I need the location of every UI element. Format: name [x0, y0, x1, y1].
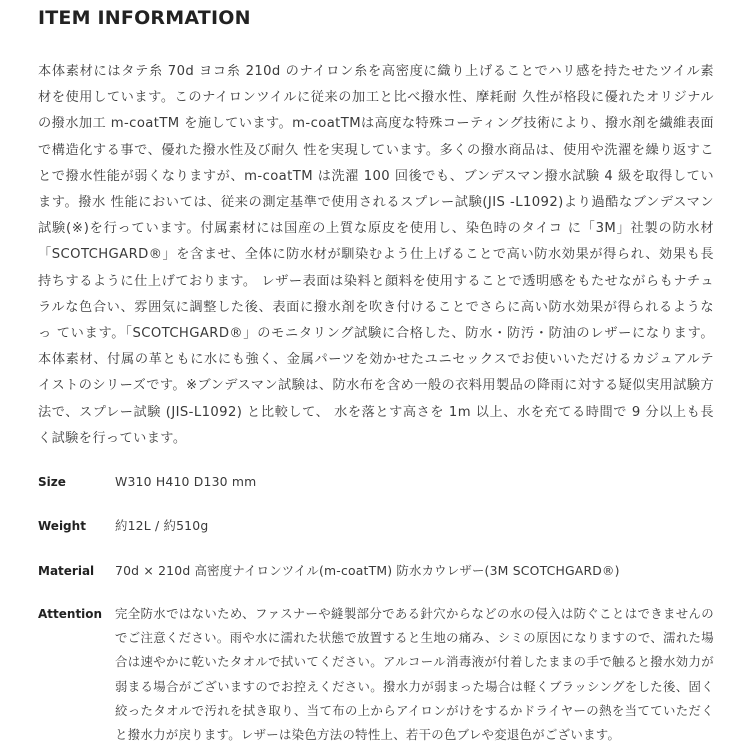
spec-row-attention — [38, 602, 714, 747]
spec-label-size: Size — [38, 475, 66, 489]
spec-row-weight — [38, 513, 714, 539]
page-title: ITEM INFORMATION — [38, 7, 251, 29]
spec-row-material — [38, 558, 714, 584]
spec-value-material: 70d × 210d 高密度ナイロンツイル(m-coatTM) 防水カウレザー(3M SCOTCHGARD®) — [115, 563, 620, 578]
spec-value-attention: 完全防水ではないため、ファスナーや縫製部分である針穴からなどの水の侵入は防ぐことはできませんのでご注意ください。雨や水に濡れた状態で放置すると生地の痛み、シミの原因になりますので、濡れた場合は速やかに乾いたタオルで拭いてください。アルコール消毒液が付着したままの手で触ると撥水効力が弱まる場合がございますのでお控えください。撥水力が弱まった場合は軽くブラッシングをした後、固く絞ったタオルで汚れを拭き取り、当て布の上からアイロンがけをするかドライヤーの熱を当てていただくと撥水力が戻ります。レザーは染色方法の特性上、若干の色ブレや変退色がございます。 — [115, 606, 714, 743]
spec-label-attention: Attention — [38, 607, 103, 621]
spec-row-size — [38, 469, 714, 495]
spec-label-weight: Weight — [38, 519, 86, 533]
spec-value-weight: 約12L / 約510g — [115, 518, 209, 533]
item-description: 本体素材にはタテ糸 70d ヨコ糸 210d のナイロン糸を高密度に織り上げることでハリ感を持たせたツイル素材を使用しています。このナイロンツイルに従来の加工と比べ撥水性、摩耗耐 久性が格段に優れたオリジナルの撥水加工 m-coatTM を施しています。m-coatTMは高度な特殊コーティング技術により、撥水剤を繊維表面で構造化する事で、優れた撥水性及び耐久 性を実現しています。多くの撥水商品は、使用や洗濯を繰り返すことで撥水性能が弱くなりますが、m-coatTM は洗濯 100 回後でも、ブンデスマン撥水試験 4 級を取得しています。撥水 性能においては、従来の測定基準で使用されるスプレー試験(JIS -L1092)より過酷なブンデスマン試験(※)を行っています。付属素材には国産の上質な原皮を使用し、染色時のタイコ に「3M」社製の防水材「SCOTCHGARD®」を含ませ、全体に防水材が馴染むよう仕上げることで高い防水効果が得られ、効果も長持ちするように仕上げております。 レザー表面は染料と顔料を使用することで透明感をもたせながらもナチュラルな色合い、雰囲気に調整した後、表面に撥水剤を吹き付けることでさらに高い防水効果が得られるようなっ ています。「SCOTCHGARD®」のモニタリング試験に合格した、防水・防汚・防油のレザーになります。本体素材、付属の革ともに水にも強く、金属パーツを効かせたユニセックスでお使いいただけるカジュアルテイストのシリーズです。※ブンデスマン試験は、防水布を含め一般の衣料用製品の降雨に対する疑似実用試験方法で、スプレー試験 (JIS-L1092) と比較して、 水を落とす高さを 1m 以上、水を充てる時間で 9 分以上も長く試験を行っています。 — [38, 64, 714, 446]
spec-label-material: Material — [38, 564, 95, 578]
spec-value-size: W310 H410 D130 mm — [115, 474, 257, 489]
